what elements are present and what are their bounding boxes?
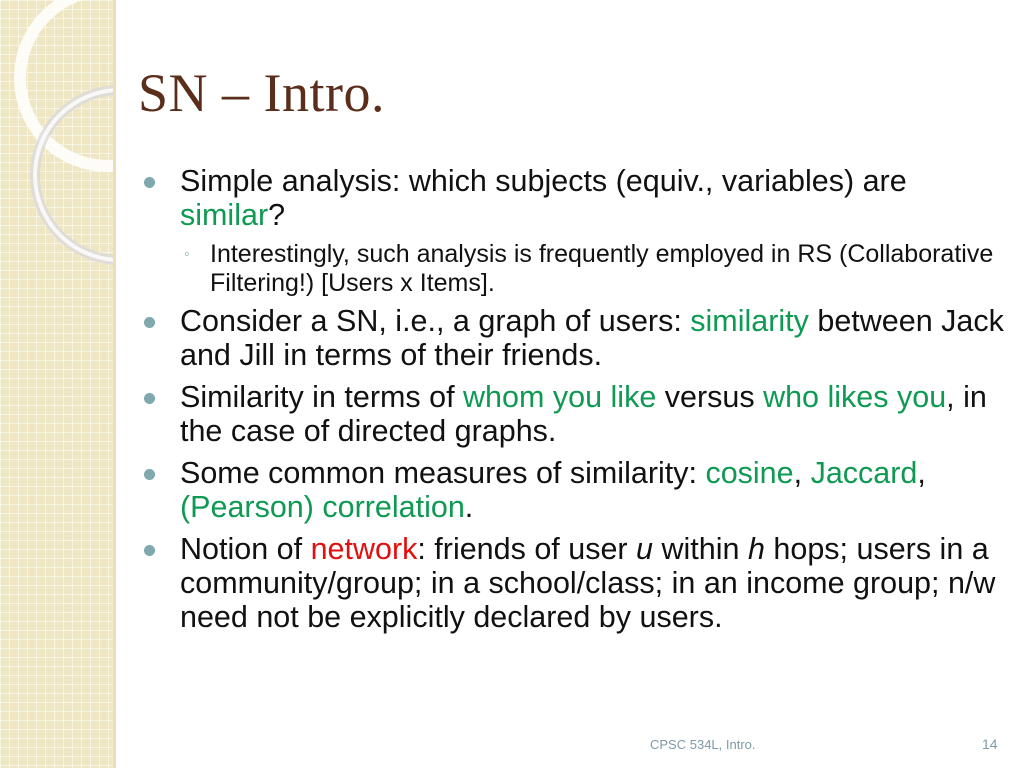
- highlight-network: network: [310, 532, 418, 566]
- bullet-item-4: Some common measures of similarity: cosine, Jaccard, (Pearson) correlation.: [138, 456, 1018, 524]
- bullet-item-2: Consider a SN, i.e., a graph of users: similarity between Jack and Jill in terms of their friends.: [138, 304, 1018, 372]
- bullet-item-3: Similarity in terms of whom you like versus who likes you, in the case of directed graphs.: [138, 380, 1018, 448]
- slide-footer: CPSC 534L, Intro.: [650, 737, 756, 752]
- highlight-cosine: cosine: [705, 456, 794, 490]
- decorative-rings: [0, 0, 113, 260]
- sub-bullet-item-1: ◦ Interestingly, such analysis is frequently employed in RS (Collaborative Filtering!) [Users x Items].: [184, 240, 994, 297]
- variable-h: h: [747, 532, 765, 566]
- decorative-side-band: [0, 0, 113, 768]
- bullet-item-1: Simple analysis: which subjects (equiv., variables) are similar?: [138, 164, 1018, 232]
- variable-u: u: [636, 532, 654, 566]
- bullet-list: [138, 164, 1018, 642]
- bullet-dot: [144, 317, 155, 328]
- highlight-similar: similar: [180, 198, 269, 232]
- bullet-item-5: Notion of network: friends of user u within h hops; users in a community/group; in a school/class; in an income group; n/w need not be explicitly declared by users.: [138, 532, 1018, 634]
- page-number: 14: [982, 736, 998, 752]
- sub-bullet-ring: ◦: [184, 246, 190, 263]
- highlight-who-likes-you: who likes you: [763, 380, 947, 414]
- slide-title: SN – Intro.: [138, 63, 385, 123]
- bullet-dot: [144, 469, 155, 480]
- bullet-dot: [144, 545, 155, 556]
- bullet-dot: [144, 393, 155, 404]
- bullet-dot: [144, 177, 155, 188]
- highlight-jaccard: Jaccard: [810, 456, 918, 490]
- band-edge: [113, 0, 116, 768]
- highlight-similarity: similarity: [690, 304, 809, 338]
- highlight-whom-you-like: whom you like: [463, 380, 657, 414]
- highlight-pearson-correlation: (Pearson) correlation: [180, 490, 465, 524]
